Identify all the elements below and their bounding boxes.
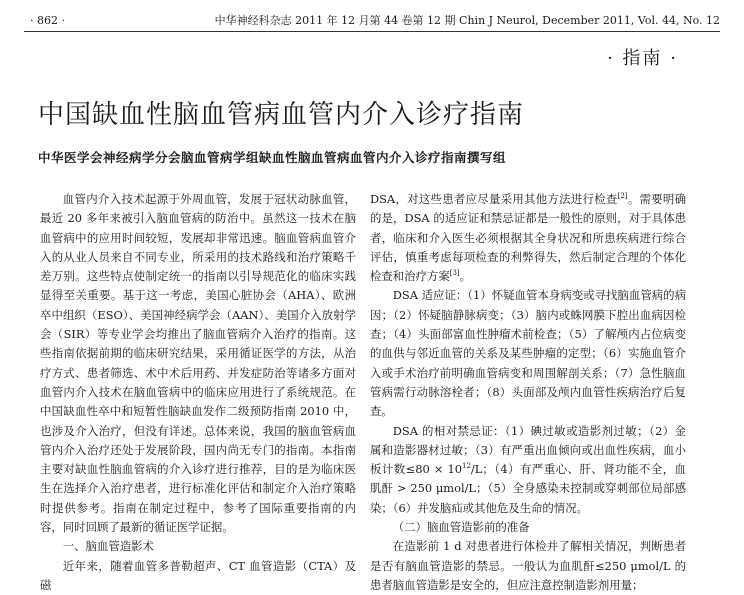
right-column xyxy=(370,190,686,595)
indications-paragraph: DSA 适应证：（1）怀疑血管本身病变或寻找脑血管病的病因；（2）怀疑脑静脉病变；（3）脑内或蛛网膜下腔出血病因检查；（4）头面部富血性肿瘤术前检查；（5）了解颅内占位病变的血供与邻近血管的关系及某些肿瘤的定型；（6）实施血管介入或手术治疗前明确血管病变和周围解剖关系；（7）急性脑血管病需行动脉溶栓者；（8）头面部及颅内血管性疾病治疗后复查。 xyxy=(370,288,686,419)
continued-paragraph xyxy=(370,190,686,286)
contraindications-paragraph xyxy=(370,422,686,518)
left-column xyxy=(40,190,356,595)
section-heading: 一、脑血管造影术 xyxy=(62,539,154,554)
running-header xyxy=(24,11,720,32)
paragraph-text: DSA 的相对禁忌证：（1）碘过敏或造影剂过敏；（2）金属和造影器材过敏；（3）有严重出血倾向或出血性疾病，血小板计数≤80 × 10 xyxy=(370,423,686,477)
intro-paragraph: 血管内介入技术起源于外周血管，发展于冠状动脉血管，最近 20 多年来被引入脑血管病的防治中。虽然这一技术在脑血管病中的应用时间较短，发展却非常迅速。脑血管病血管介入的从业人员来自不同专业，所采用的技术路线和治疗策略千差万别。这些特点使制定统一的指南以引导规范化的临床实践显得至关重要。基于这一考虑，美国心脏协会（AHA）、欧洲卒中组织（ESO）、美国神经病学会（AAN）、美国介入放射学会（SIR）等专业学会均推出了脑血管病介入治疗的指南。这些指南依据前期的临床研究结果，采用循证医学的方法，从治疗方式、患者筛选、术中术后用药、并发症防治等诸多方面对血管内介入技术在脑血管病中的临床应用进行了系统规范。在中国缺血性卒中和短暂性脑缺血发作二级预防指南 2010 中，也涉及介入治疗，但没有详述。总体来说，我国的脑血管病血管内介入治疗还处于发展阶段，国内尚无专门的指南。本指南主要对缺血性脑血管病的介入诊疗进行推荐，目的是为临床医生在选择介入治疗患者，进行标准化评估和制定介入治疗策略时提供参考。指南在制定过程中，参考了国际重要指南的内容，同时回顾了最新的循证医学证据。 xyxy=(40,192,356,535)
column-label: · 指南 · xyxy=(607,48,678,69)
paragraph-text: 。 xyxy=(459,269,472,284)
superscript-exponent: 12 xyxy=(462,462,471,471)
reference-marker[interactable]: [2] xyxy=(617,192,628,200)
page-number: · 862 · xyxy=(30,14,65,27)
section-paragraph: 在造影前 1 d 对患者进行体检并了解相关情况，判断患者是否有脑血管造影的禁忌。一般认为血肌酐≤250 μmol/L 的患者脑血管造影是安全的，但应注意控制造影剂用量； xyxy=(370,539,686,592)
section-paragraph: 近年来，随着血管多普勒超声、CT 血管造影（CTA）及磁 xyxy=(40,558,356,592)
paragraph-text: /L；（4）有严重心、肝、肾功能不全，血肌酐 > 250 μmol/L；（5）全身感染未控制或穿刺部位局部感染；（6）并发脑疝或其他危及生命的情况。 xyxy=(370,462,687,515)
journal-citation: 中华神经科杂志 2011 年 12 月第 44 卷第 12 期 Chin J Neurol, December 2011, Vol. 44, No. 12 xyxy=(214,14,720,27)
section-heading: （二）脑血管造影前的准备 xyxy=(392,520,530,535)
author-line: 中华医学会神经病学分会脑血管病学组缺血性脑血管病血管内介入诊疗指南撰写组 xyxy=(38,150,507,165)
paragraph-text: 。需要明确的是，DSA 的适应证和禁忌证都是一般性的原则，对于具体患者，临床和介入医生必须根据其全身状况和所患疾病进行综合评估，慎重考虑每项检查的利弊得失，然后制定合理的个体化检查和治疗方案 xyxy=(370,192,686,284)
paragraph-text: DSA，对这些患者应尽量采用其他方法进行检查 xyxy=(370,192,618,206)
article-title: 中国缺血性脑血管病血管内介入诊疗指南 xyxy=(38,100,525,130)
reference-marker[interactable]: [3] xyxy=(449,269,460,278)
